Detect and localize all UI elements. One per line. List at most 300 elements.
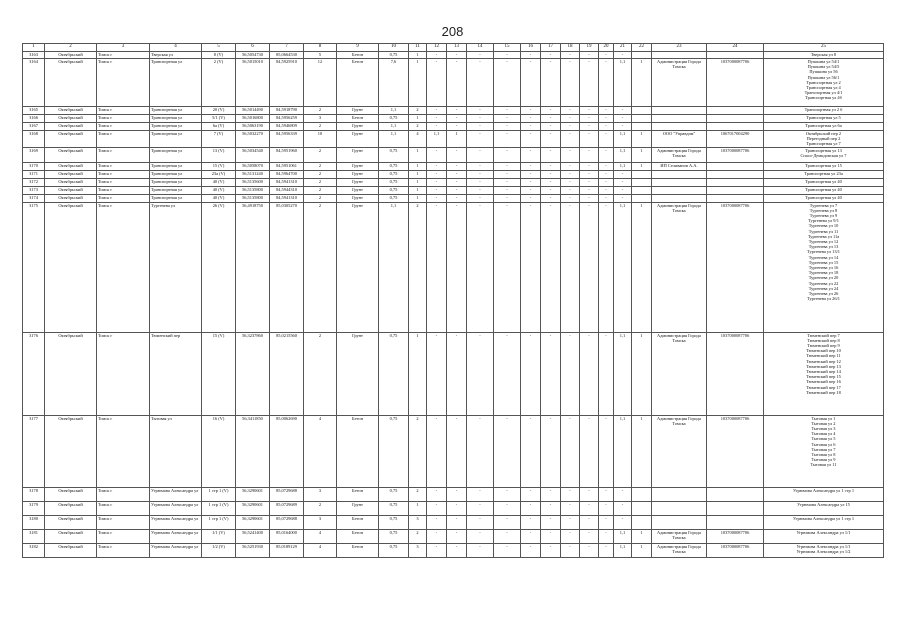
table-cell: - <box>614 123 632 131</box>
table-cell: - <box>614 52 632 59</box>
address-line: Транспортная ул 2 <box>806 79 841 85</box>
table-cell: Грунт <box>337 501 379 515</box>
table-cell: 1,1 <box>379 107 409 115</box>
table-cell: - <box>541 131 561 148</box>
table-cell: 1,1 <box>614 147 632 162</box>
table-cell: - <box>599 194 614 202</box>
table-cell: - <box>521 123 541 131</box>
table-cell: - <box>599 178 614 186</box>
address-line: Тургенева ул 26 <box>808 291 839 297</box>
table-cell: 12 <box>304 59 337 107</box>
table-cell: 1 <box>409 52 427 59</box>
table-cell: 7 (V) <box>202 131 236 148</box>
table-cell: Томск г <box>97 487 150 501</box>
table-cell: - <box>561 186 580 194</box>
table-cell: - <box>561 178 580 186</box>
table-cell: - <box>467 332 494 415</box>
table-cell: - <box>599 52 614 59</box>
address-line: Транспортная ул 5 <box>806 115 841 120</box>
table-cell: - <box>580 543 599 557</box>
table-cell: Бетон <box>337 487 379 501</box>
column-header: 16 <box>521 44 541 52</box>
table-cell: 1/1 (V) <box>202 529 236 543</box>
table-cell: - <box>614 501 632 515</box>
table-cell: 1037000087706 <box>707 202 764 332</box>
table-cell: - <box>561 501 580 515</box>
table-cell: 15 (V) <box>202 332 236 415</box>
table-cell: 40 (V) <box>202 186 236 194</box>
table-cell: - <box>447 529 467 543</box>
table-cell <box>652 52 707 59</box>
address-line: Тытовая ул 2 <box>811 420 836 426</box>
table-cell: 2 <box>304 194 337 202</box>
table-cell: 4 <box>304 543 337 557</box>
address-list-cell <box>764 202 884 332</box>
table-cell: 2 <box>304 107 337 115</box>
table-cell: Томск г <box>97 415 150 487</box>
table-cell: 3 <box>304 115 337 123</box>
table-cell: 40 (V) <box>202 194 236 202</box>
table-cell: - <box>494 415 521 487</box>
address-line: Тургенева ул 20 <box>808 275 839 281</box>
table-cell: - <box>561 543 580 557</box>
table-cell: - <box>494 202 521 332</box>
table-row <box>23 515 884 529</box>
table-cell: 2 <box>304 186 337 194</box>
address-list-cell <box>764 131 884 148</box>
table-cell: - <box>521 202 541 332</box>
table-cell: - <box>447 332 467 415</box>
table-cell: - <box>521 147 541 162</box>
table-cell: - <box>447 170 467 178</box>
table-row <box>23 115 884 123</box>
address-line: Тверская ул 8 <box>810 52 837 57</box>
table-cell: 0,75 <box>379 515 409 529</box>
table-cell: - <box>599 332 614 415</box>
table-cell: Грунт <box>337 131 379 148</box>
table-cell: - <box>599 123 614 131</box>
table-cell <box>707 107 764 115</box>
table-cell: 0,75 <box>379 115 409 123</box>
header-row <box>23 44 884 52</box>
column-header: 12 <box>427 44 447 52</box>
table-cell: 1 <box>409 178 427 186</box>
table-cell: 3 <box>304 515 337 529</box>
column-header: 5 <box>202 44 236 52</box>
address-line: Пушкина ул 56/1 <box>807 74 840 80</box>
column-header: 24 <box>707 44 764 52</box>
table-cell: - <box>467 202 494 332</box>
table-cell: 1,1 <box>379 123 409 131</box>
table-cell: 23а (V) <box>202 170 236 178</box>
table-cell: - <box>561 194 580 202</box>
table-cell: Грунт <box>337 107 379 115</box>
table-cell: 1 <box>409 59 427 107</box>
table-cell: Угрюмова Александра ул <box>150 515 202 529</box>
address-line: Октябрьский пер 2 <box>805 131 842 136</box>
table-cell: - <box>599 115 614 123</box>
table-cell: - <box>427 162 447 170</box>
table-cell: - <box>467 131 494 148</box>
table-cell: 84,5941310 <box>270 194 304 202</box>
address-line: Транспортная ул 15 <box>805 162 842 168</box>
address-line: Тюменский пер 13 <box>806 363 841 369</box>
table-cell: - <box>447 515 467 529</box>
table-cell: Администрация Города Томска <box>652 332 707 415</box>
address-list-cell <box>764 487 884 501</box>
table-cell: - <box>541 543 561 557</box>
table-cell: 56,5058070 <box>236 162 270 170</box>
column-header: 15 <box>494 44 521 52</box>
table-cell: - <box>614 186 632 194</box>
table-cell: Октябрьский <box>45 178 97 186</box>
table-cell: 85,0164000 <box>270 529 304 543</box>
table-cell: 1 <box>632 202 652 332</box>
table-cell: - <box>599 107 614 115</box>
table-cell: 1 <box>409 115 427 123</box>
table-cell: - <box>521 162 541 170</box>
table-cell: 56,5063190 <box>236 123 270 131</box>
table-cell <box>652 178 707 186</box>
table-cell: - <box>447 186 467 194</box>
table-cell: - <box>541 202 561 332</box>
table-cell: 0,75 <box>379 529 409 543</box>
table-cell: Тверская ул <box>150 52 202 59</box>
table-cell: 56,5014490 <box>236 107 270 115</box>
table-cell: Тытовая ул <box>150 415 202 487</box>
table-cell: 1,1 <box>614 529 632 543</box>
table-cell: 3169 <box>23 147 45 162</box>
table-cell: Томск г <box>97 107 150 115</box>
table-cell: - <box>521 52 541 59</box>
address-line: Транспортная ул 40 <box>805 186 842 192</box>
table-cell: - <box>427 59 447 107</box>
table-cell: - <box>599 487 614 501</box>
table-row <box>23 52 884 59</box>
address-list-cell <box>764 162 884 170</box>
table-cell: Угрюмова Александра ул <box>150 543 202 557</box>
table-cell: 1 <box>409 332 427 415</box>
table-cell: 2 <box>409 529 427 543</box>
address-line: Угрюмова Александра ул 1/2 <box>796 548 851 554</box>
table-cell: - <box>541 170 561 178</box>
table-row <box>23 487 884 501</box>
address-line: Транспортная ул 4/1 <box>804 90 843 96</box>
table-cell: - <box>494 501 521 515</box>
table-cell: - <box>521 107 541 115</box>
table-cell: 4 <box>304 529 337 543</box>
page-number: 208 <box>441 24 464 39</box>
table-cell: Томск г <box>97 543 150 557</box>
table-row <box>23 501 884 515</box>
table-cell: Угрюмова Александра ул <box>150 501 202 515</box>
table-cell: 56,5034540 <box>236 147 270 162</box>
table-cell <box>707 178 764 186</box>
table-cell: 3176 <box>23 332 45 415</box>
table-cell: 1,1 <box>379 202 409 332</box>
table-cell: Октябрьский <box>45 52 97 59</box>
address-line: Тюменский пер 16 <box>806 379 841 385</box>
table-cell <box>652 515 707 529</box>
column-header: 25 <box>764 44 884 52</box>
table-cell: 1,1 <box>614 543 632 557</box>
table-cell: Угрюмова Александра ул <box>150 529 202 543</box>
table-cell: Октябрьский <box>45 107 97 115</box>
table-cell <box>707 123 764 131</box>
table-cell: - <box>494 59 521 107</box>
table-cell <box>632 194 652 202</box>
address-line: Тытовая ул 5 <box>811 436 836 442</box>
table-cell: - <box>494 515 521 529</box>
address-line: Угрюмова Александра ул 1 стр 1 <box>792 515 855 521</box>
table-cell <box>632 515 652 529</box>
table-cell: - <box>541 115 561 123</box>
address-line: Тургенева ул 18 <box>808 270 839 276</box>
table-cell: - <box>561 415 580 487</box>
table-cell: 3168 <box>23 131 45 148</box>
address-line: Тургенева ул 14 <box>808 254 839 260</box>
table-cell: 2 <box>304 501 337 515</box>
table-cell: - <box>447 115 467 123</box>
table-cell: - <box>521 332 541 415</box>
address-line: Пушкина ул 54/5 <box>807 64 840 70</box>
table-cell: 0,75 <box>379 186 409 194</box>
address-line: Тытовая ул 9 <box>811 457 836 463</box>
table-cell: 2 <box>304 332 337 415</box>
table-cell: Грунт <box>337 332 379 415</box>
table-cell: - <box>599 170 614 178</box>
table-cell: - <box>494 131 521 148</box>
address-line: Угрюмова Александра ул 1 стр 1 <box>792 487 855 493</box>
address-list-cell <box>764 123 884 131</box>
table-cell <box>632 186 652 194</box>
address-line: Тургенева ул 22 <box>808 280 839 286</box>
table-cell: - <box>427 202 447 332</box>
address-line: Тургенева ул 13 <box>808 244 839 250</box>
table-cell: - <box>427 515 447 529</box>
column-header: 1 <box>23 44 45 52</box>
table-cell: 1,1 <box>614 202 632 332</box>
table-cell: - <box>427 123 447 131</box>
table-row <box>23 186 884 194</box>
table-cell: - <box>494 123 521 131</box>
table-cell: 85,0729688 <box>270 487 304 501</box>
address-line: Тюменский пер 14 <box>806 369 841 375</box>
table-cell: - <box>521 515 541 529</box>
table-cell: - <box>467 515 494 529</box>
table-cell: - <box>580 107 599 115</box>
table-cell: - <box>494 107 521 115</box>
table-cell: - <box>561 107 580 115</box>
table-cell: - <box>447 178 467 186</box>
table-cell: 1 стр 1 (V) <box>202 515 236 529</box>
table-cell: 1 <box>409 162 427 170</box>
table-cell: Томск г <box>97 515 150 529</box>
table-cell: 1 <box>632 59 652 107</box>
table-cell: 56,5015010 <box>236 59 270 107</box>
column-header: 14 <box>467 44 494 52</box>
table-cell: Транспортная ул <box>150 194 202 202</box>
table-cell: Томск г <box>97 501 150 515</box>
address-line: Тытовая ул 6 <box>811 441 836 447</box>
table-cell: Октябрьский <box>45 543 97 557</box>
table-cell: - <box>427 194 447 202</box>
column-header: 21 <box>614 44 632 52</box>
address-line: Транспортная ул 6а <box>805 123 842 128</box>
address-list-cell <box>764 147 884 162</box>
table-cell: - <box>614 115 632 123</box>
table-cell: Администрация Города Томска <box>652 415 707 487</box>
address-line: Тургенева ул 7 <box>809 202 838 208</box>
table-cell: 56,5054730 <box>236 52 270 59</box>
table-cell: 1,1 <box>614 59 632 107</box>
table-cell: - <box>599 529 614 543</box>
table-cell: 2 <box>304 178 337 186</box>
table-cell: - <box>599 415 614 487</box>
table-cell: - <box>447 202 467 332</box>
table-cell: Октябрьский <box>45 131 97 148</box>
table-cell: 56,3290601 <box>236 501 270 515</box>
table-cell: Грунт <box>337 202 379 332</box>
table-cell: - <box>521 529 541 543</box>
table-cell: 84,5964700 <box>270 170 304 178</box>
table-cell: Транспортная ул <box>150 131 202 148</box>
address-line: Тургенева ул 16 <box>808 265 839 271</box>
table-cell: 56,5131240 <box>236 170 270 178</box>
table-cell: - <box>427 107 447 115</box>
table-cell: 0,75 <box>379 415 409 487</box>
address-list-cell <box>764 186 884 194</box>
table-cell: Бетон <box>337 529 379 543</box>
address-line: Тургенева ул 11а <box>807 233 840 239</box>
table-cell: - <box>541 529 561 543</box>
table-cell: - <box>580 515 599 529</box>
table-cell: 2 <box>409 202 427 332</box>
table-cell: - <box>467 162 494 170</box>
table-cell: Томск г <box>97 529 150 543</box>
table-cell: 1/2 (V) <box>202 543 236 557</box>
table-cell: 1037000087706 <box>707 415 764 487</box>
table-cell: Администрация Города Томска <box>652 59 707 107</box>
column-header: 3 <box>97 44 150 52</box>
table-cell: Томск г <box>97 52 150 59</box>
table-cell: 3170 <box>23 162 45 170</box>
address-line: Тюменский пер 8 <box>807 337 840 343</box>
table-cell: - <box>427 332 447 415</box>
table-cell: - <box>614 515 632 529</box>
table-cell: 4 <box>304 415 337 487</box>
table-cell: Бетон <box>337 59 379 107</box>
table-cell: - <box>494 147 521 162</box>
table-cell: Октябрьский <box>45 332 97 415</box>
address-line: Пушкина ул 56 <box>809 69 838 75</box>
table-cell: 3171 <box>23 170 45 178</box>
table-cell: - <box>494 178 521 186</box>
table-cell: - <box>561 170 580 178</box>
table-row <box>23 131 884 148</box>
table-cell: 2 (V) <box>202 59 236 107</box>
table-cell: 84,5956259 <box>270 115 304 123</box>
table-cell: Администрация Города Томска <box>652 147 707 162</box>
table-cell: 1 стр 1 (V) <box>202 487 236 501</box>
address-line: Транспортная ул 7 <box>806 141 841 147</box>
table-cell: - <box>561 529 580 543</box>
table-cell: 1 <box>409 147 427 162</box>
table-cell: 1037000087706 <box>707 147 764 162</box>
table-cell: - <box>521 170 541 178</box>
table-cell: 5/1 (V) <box>202 115 236 123</box>
table-cell: Октябрьский <box>45 115 97 123</box>
table-cell: 15 (V) <box>202 162 236 170</box>
table-cell: - <box>521 415 541 487</box>
table-cell: - <box>467 107 494 115</box>
table-cell: 0,75 <box>379 52 409 59</box>
table-cell: 85,0729688 <box>270 515 304 529</box>
table-cell: Грунт <box>337 147 379 162</box>
table-cell: - <box>541 501 561 515</box>
table-cell: - <box>447 59 467 107</box>
address-list-cell <box>764 52 884 59</box>
address-list-cell <box>764 59 884 107</box>
table-cell: 3181 <box>23 529 45 543</box>
table-cell: 2 <box>409 123 427 131</box>
table-cell: - <box>599 162 614 170</box>
table-row <box>23 543 884 557</box>
column-header: 11 <box>409 44 427 52</box>
table-cell <box>632 115 652 123</box>
table-cell: - <box>521 487 541 501</box>
table-cell: - <box>494 186 521 194</box>
table-cell: ИП Селиванов А.А. <box>652 162 707 170</box>
table-cell: Грунт <box>337 162 379 170</box>
table-cell: 85,0189129 <box>270 543 304 557</box>
table-cell: Тюменский пер <box>150 332 202 415</box>
table-cell: Томск г <box>97 332 150 415</box>
table-cell: Грунт <box>337 186 379 194</box>
table-cell: Томск г <box>97 115 150 123</box>
table-cell: - <box>494 194 521 202</box>
table-row <box>23 59 884 107</box>
table-cell: - <box>467 178 494 186</box>
table-cell <box>652 115 707 123</box>
table-cell: - <box>447 52 467 59</box>
table-cell: - <box>599 501 614 515</box>
address-line: Пушкина ул 54/1 <box>807 59 840 64</box>
table-cell: - <box>561 202 580 332</box>
table-cell: 1 <box>409 194 427 202</box>
table-cell: - <box>580 170 599 178</box>
address-line: Транспортная ул 40 <box>805 194 842 200</box>
table-cell: Октябрьский <box>45 202 97 332</box>
table-cell: Грунт <box>337 178 379 186</box>
table-cell: - <box>580 123 599 131</box>
column-header: 6 <box>236 44 270 52</box>
table-cell: 10 <box>304 131 337 148</box>
table-cell: - <box>447 501 467 515</box>
table-cell: - <box>494 162 521 170</box>
table-cell: Транспортная ул <box>150 123 202 131</box>
table-cell: 0,75 <box>379 170 409 178</box>
table-body <box>23 44 884 558</box>
table-cell: 2 <box>304 147 337 162</box>
table-cell: 1 <box>632 543 652 557</box>
table-cell: Грунт <box>337 170 379 178</box>
table-row <box>23 332 884 415</box>
table-cell: - <box>541 487 561 501</box>
table-cell: - <box>494 487 521 501</box>
table-cell: - <box>467 59 494 107</box>
column-header: 13 <box>447 44 467 52</box>
